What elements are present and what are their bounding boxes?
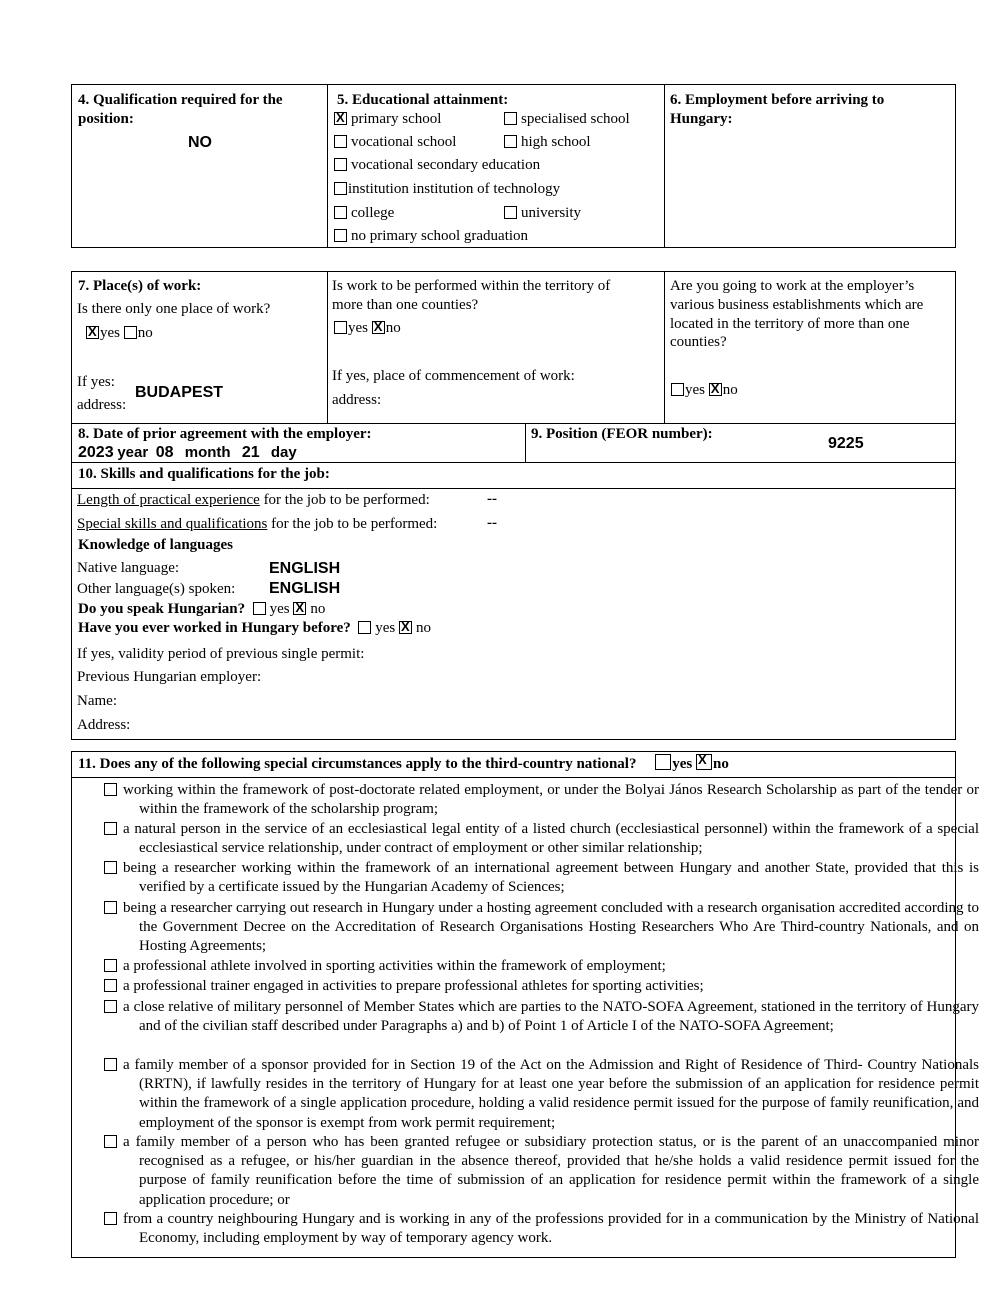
one-place-question: Is there only one place of work?	[77, 301, 271, 317]
checkbox-icon	[104, 959, 117, 972]
checkbox-icon	[358, 621, 371, 634]
checkbox-icon	[104, 1135, 117, 1148]
commencement-label: If yes, place of commencement of work:	[332, 368, 575, 384]
checkbox-icon	[334, 182, 347, 195]
option-no-primary[interactable]: no primary school graduation	[334, 227, 528, 246]
commencement-address: address:	[332, 392, 382, 408]
checkbox-icon	[104, 822, 117, 835]
counties-question-line1: Is work to be performed within the territory of	[332, 278, 611, 294]
divider	[525, 423, 526, 462]
experience-label: Length of practical experience for the job to be performed:	[77, 492, 430, 508]
section8-label: 8. Date of prior agreement with the employer:	[78, 426, 372, 442]
circumstance-item[interactable]: a professional trainer engaged in activities to prepare professional athletes for sporting activities;	[104, 977, 979, 996]
option-institution[interactable]: institution institution of technology	[334, 180, 560, 199]
q5-label: 5. Educational attainment:	[337, 92, 509, 108]
worked-before-row[interactable]: Have you ever worked in Hungary before? yes X no	[78, 619, 431, 638]
section8-date: 2023 year 08 month 21 day	[78, 444, 297, 461]
checkbox-icon	[334, 206, 347, 219]
native-language-label: Native language:	[77, 560, 180, 576]
address-label: address:	[77, 397, 127, 413]
option-primary-school[interactable]: Xprimary school	[334, 110, 441, 129]
languages-title: Knowledge of languages	[78, 537, 234, 553]
checkbox-icon	[504, 135, 517, 148]
checkbox-icon	[372, 321, 385, 334]
divider	[327, 271, 328, 423]
section7-title: 7. Place(s) of work:	[78, 278, 202, 294]
prev-employer-label: Previous Hungarian employer:	[77, 669, 262, 685]
circumstance-item[interactable]: a close relative of military personnel of Member States which are parties to the NATO-SOFA Agreement, stationed in the territory of Hungary and of the civilian staff described under Paragraphs a) and b) of Point 1 of Article I of the NATO-SOFA Agreement;	[104, 998, 979, 1036]
circumstance-item[interactable]: a family member of a sponsor provided for in Section 19 of the Act on the Admission and Right of Residence of Third- Country Nationals (RRTN), if lawfully resides in the territory of Hungary for at least one year before the submission of an application for residence permit within the framework of a single application procedure, holding a valid residence permit issued for the purpose of family reunification, and employment of the sponsor is exempt from work permit requirement;	[104, 1056, 979, 1133]
option-high-school[interactable]: high school	[504, 133, 591, 152]
if-yes-label: If yes:	[77, 374, 115, 390]
q4-label-line2: position:	[78, 111, 134, 127]
checkbox-icon	[504, 206, 517, 219]
validity-label: If yes, validity period of previous single permit:	[77, 646, 365, 662]
checkbox-icon	[104, 1058, 117, 1071]
checkbox-icon	[104, 1212, 117, 1225]
option-specialised-school[interactable]: specialised school	[504, 110, 630, 129]
counties-question-line2: more than one counties?	[332, 297, 479, 313]
option-university[interactable]: university	[504, 204, 581, 223]
section9-label: 9. Position (FEOR number):	[531, 426, 713, 442]
checkbox-icon	[104, 861, 117, 874]
divider	[664, 84, 665, 248]
divider	[664, 271, 665, 423]
divider	[71, 423, 956, 424]
counties-options[interactable]: yes X no	[334, 319, 401, 338]
skills-value: --	[487, 515, 497, 531]
section10-title: 10. Skills and qualifications for the job:	[78, 466, 330, 482]
other-language-value: ENGLISH	[269, 580, 341, 597]
feor-number: 9225	[828, 435, 864, 452]
checkbox-icon	[104, 979, 117, 992]
q6-label-line1: 6. Employment before arriving to	[670, 92, 885, 108]
name-label: Name:	[77, 693, 117, 709]
establishments-q-line4: counties?	[670, 334, 727, 350]
checkbox-icon	[124, 326, 137, 339]
checkbox-icon	[504, 112, 517, 125]
checkbox-icon	[399, 621, 412, 634]
establishments-options[interactable]: yes X no	[671, 381, 738, 400]
other-language-label: Other language(s) spoken:	[77, 581, 236, 597]
q4-value: NO	[188, 134, 212, 151]
checkbox-icon	[671, 383, 684, 396]
checkbox-icon	[709, 383, 722, 396]
checkbox-icon	[253, 602, 266, 615]
section11-question-row[interactable]: 11. Does any of the following special circumstances apply to the third-country national? yes X no	[78, 754, 729, 774]
address-value: BUDAPEST	[135, 384, 224, 401]
divider	[327, 84, 328, 248]
checkbox-icon	[86, 326, 99, 339]
circumstance-item[interactable]: being a researcher carrying out research in Hungary under a hosting agreement concluded with a research organisation accredited according to the Government Decree on the Accreditation of Research Organisations Hosting Researchers Who Are Third-country Nationals, and on Hosting Agreements;	[104, 899, 979, 957]
divider	[71, 488, 956, 489]
option-vocational-secondary[interactable]: vocational secondary education	[334, 156, 540, 175]
checkbox-icon	[104, 1000, 117, 1013]
checkbox-icon	[334, 135, 347, 148]
circumstance-item[interactable]: from a country neighbouring Hungary and is working in any of the professions provided for in a communication by the Ministry of National Economy, including employment by way of temporary agency work.	[104, 1210, 979, 1248]
establishments-q-line3: located in the territory of more than one	[670, 316, 910, 332]
establishments-q-line2: various business establishments which are	[670, 297, 924, 313]
option-vocational-school[interactable]: vocational school	[334, 133, 456, 152]
checkbox-icon	[655, 754, 671, 770]
q6-label-line2: Hungary:	[670, 111, 733, 127]
skills-label: Special skills and qualifications for the job to be performed:	[77, 516, 438, 532]
one-place-options[interactable]: Xyes no	[86, 324, 153, 343]
native-language-value: ENGLISH	[269, 560, 341, 577]
checkbox-icon	[334, 112, 347, 125]
address-label-10: Address:	[77, 717, 131, 733]
checkbox-icon	[334, 158, 347, 171]
divider	[71, 777, 956, 778]
speak-hungarian-row[interactable]: Do you speak Hungarian? yes X no	[78, 600, 325, 619]
establishments-q-line1: Are you going to work at the employer’s	[670, 278, 915, 294]
checkbox-icon	[104, 901, 117, 914]
checkbox-icon	[104, 783, 117, 796]
checkbox-icon	[293, 602, 306, 615]
experience-value: --	[487, 491, 497, 507]
circumstance-item[interactable]: a professional athlete involved in sporting activities within the framework of employment;	[104, 957, 979, 976]
checkbox-icon	[334, 321, 347, 334]
circumstance-item[interactable]: a natural person in the service of an ecclesiastical legal entity of a listed church (ecclesiastical personnel) within the framework of a special ecclesiastical service relationship, under contract of employment or other similar relationship;	[104, 820, 979, 858]
option-college[interactable]: college	[334, 204, 394, 223]
circumstance-item[interactable]: working within the framework of post-doctorate related employment, or under the Bolyai János Research Scholarship as part of the tender or within the framework of the scholarship program;	[104, 781, 979, 819]
circumstance-item[interactable]: a family member of a person who has been granted refugee or subsidiary protection status, or is the parent of an unaccompanied minor recognised as a refugee, or his/her guardian in the absence thereof, provided that he/she holds a valid residence permit issued for the purpose of family reunification before the time of submission of an application for residence permit within the framework of a single application procedure; or	[104, 1133, 979, 1210]
checkbox-icon	[696, 754, 712, 770]
q4-label-line1: 4. Qualification required for the	[78, 92, 283, 108]
checkbox-icon	[334, 229, 347, 242]
circumstance-item[interactable]: being a researcher working within the framework of an international agreement between Hungary and another State, provided that this is verified by a certificate issued by the Hungarian Academy of Sciences;	[104, 859, 979, 897]
